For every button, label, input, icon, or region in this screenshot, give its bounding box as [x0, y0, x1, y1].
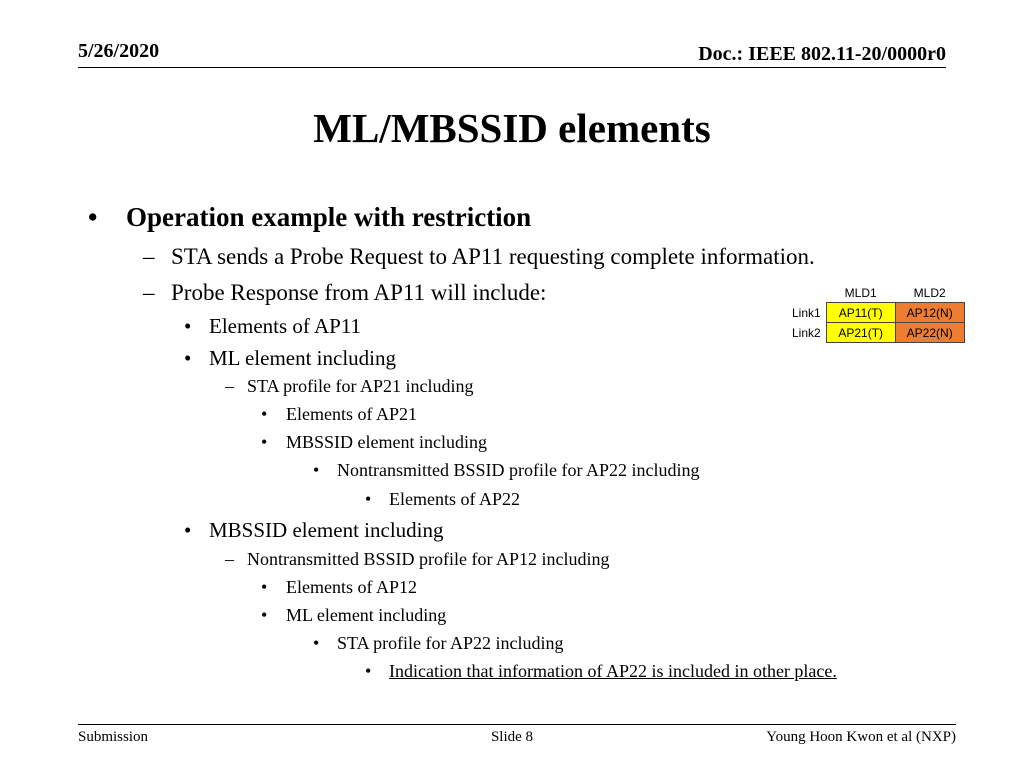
table-header-mld1: MLD1 — [844, 285, 877, 300]
table-cell-ap22: AP22(N) — [895, 323, 964, 343]
bullet-elements-ap21: Elements of AP21 — [286, 404, 417, 424]
bullet-ml-element-2: ML element including — [286, 605, 447, 625]
bullet-elements-ap12: Elements of AP12 — [286, 577, 417, 597]
bullet-marker: • — [184, 518, 192, 542]
slide-title: ML/MBSSID elements — [313, 105, 711, 151]
table-cell-ap11: AP11(T) — [826, 303, 895, 323]
footer-divider — [78, 724, 956, 725]
bullet-marker: • — [184, 314, 192, 338]
table-cell-ap12: AP12(N) — [895, 303, 964, 323]
bullet-marker: • — [365, 661, 372, 681]
bullet-elements-ap11: Elements of AP11 — [209, 314, 362, 338]
bullet-ml-element: ML element including — [209, 346, 397, 370]
header-doc-id: Doc.: IEEE 802.11-20/0000r0 — [698, 43, 946, 65]
bullet-nontx-profile-ap22: Nontransmitted BSSID profile for AP22 including — [337, 460, 700, 480]
bullet-marker: • — [261, 404, 268, 424]
bullet-sta-profile-ap21: STA profile for AP21 including — [247, 376, 474, 396]
bullet-marker: • — [365, 489, 372, 509]
table-header-mld2: MLD2 — [913, 285, 946, 300]
dash-marker: – — [225, 376, 234, 396]
footer-slide-number: Slide 8 — [490, 729, 534, 745]
bullet-nontx-profile-ap12: Nontransmitted BSSID profile for AP12 including — [247, 549, 610, 569]
bullet-probe-request: STA sends a Probe Request to AP11 requesting complete information. — [171, 244, 815, 269]
dash-marker: – — [225, 549, 234, 569]
table-row — [787, 323, 964, 343]
bullet-marker: • — [261, 432, 268, 452]
bullet-operation-example: Operation example with restriction — [126, 202, 532, 232]
bullet-marker: • — [313, 633, 320, 653]
bullet-marker: • — [261, 577, 268, 597]
table-corner-cell — [787, 283, 826, 303]
table-row — [787, 303, 964, 323]
bullet-mbssid-element: MBSSID element including — [286, 432, 487, 452]
table-row-label: Link1 — [792, 305, 821, 320]
table-row-label: Link2 — [792, 325, 821, 340]
footer-author: Young Hoon Kwon et al (NXP) — [766, 729, 956, 745]
dash-marker: – — [143, 244, 155, 269]
bullet-marker: • — [313, 460, 320, 480]
bullet-marker: • — [88, 202, 98, 232]
dash-marker: – — [143, 280, 155, 305]
mld-link-table — [787, 283, 965, 343]
table-header-row — [787, 283, 964, 303]
bullet-probe-response: Probe Response from AP11 will include: — [171, 280, 547, 305]
footer-submission: Submission — [78, 729, 149, 745]
bullet-mbssid-element-2: MBSSID element including — [209, 518, 444, 542]
table-cell-ap21: AP21(T) — [826, 323, 895, 343]
header-divider — [78, 67, 946, 68]
bullet-elements-ap22: Elements of AP22 — [389, 489, 520, 509]
bullet-marker: • — [261, 605, 268, 625]
bullet-sta-profile-ap22: STA profile for AP22 including — [337, 633, 564, 653]
bullet-marker: • — [184, 346, 192, 370]
bullet-indication-ap22: Indication that information of AP22 is included in other place. — [389, 661, 837, 681]
header-date: 5/26/2020 — [78, 40, 160, 62]
